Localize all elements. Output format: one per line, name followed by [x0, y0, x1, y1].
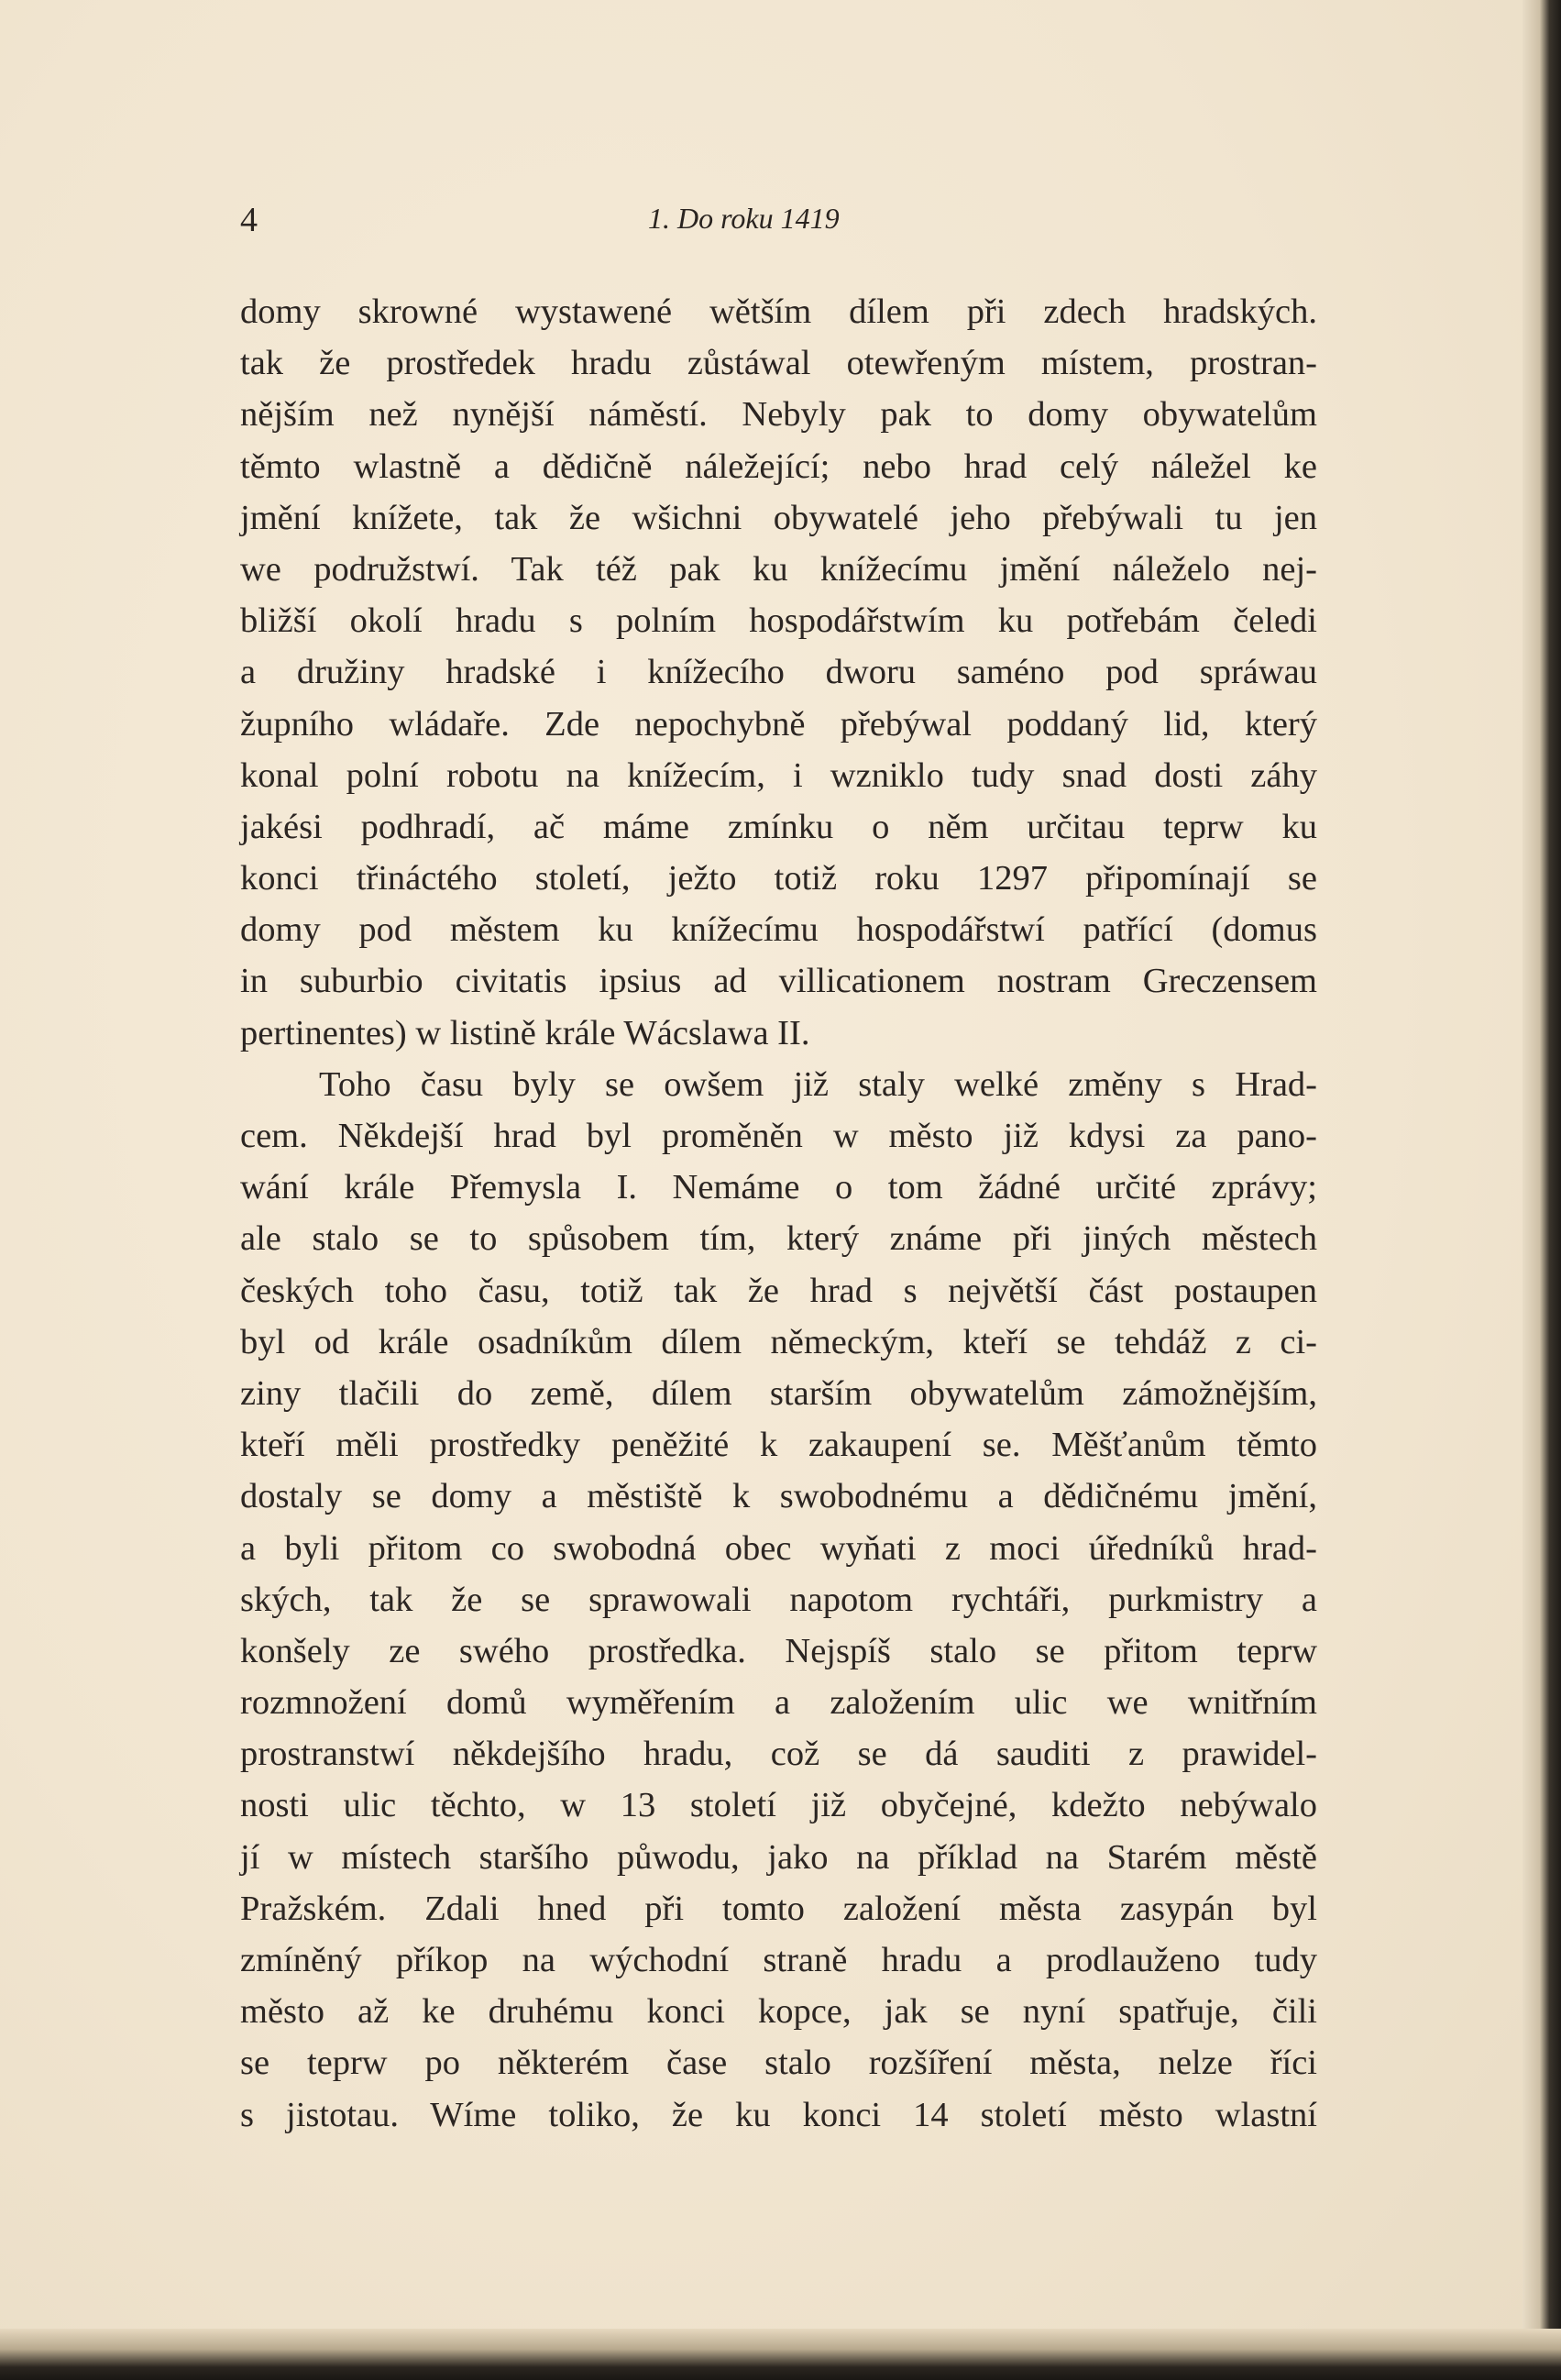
text-line: zmíněný příkop na wýchodní straně hradu a prodlauženo tudy [240, 1941, 1317, 1979]
running-head [240, 200, 1317, 246]
text-line: Toho času byly se owšem již staly welké změny s Hrad- [319, 1064, 1317, 1104]
text-line: rozmnožení domů wyměřením a založením ulic we wnitřním [240, 1683, 1317, 1723]
text-line: kteří měli prostředky peněžité k zakaupení se. Měšťanům těmto [240, 1426, 1317, 1465]
text-line: byl od krále osadníkům dílem německým, kteří se tehdáž z ci- [240, 1322, 1317, 1361]
text-line: jakési podhradí, ač máme zmínku o něm určitau teprw ku [240, 807, 1317, 846]
text-line: tak že prostředek hradu zůstáwal otewřeným místem, prostran- [240, 344, 1317, 383]
text-line: jmění knížete, tak že wšichni obywatelé jeho přebýwali tu jen [240, 498, 1317, 537]
text-line: bližší okolí hradu s polním hospodářstwím ku potřebám čeledi [240, 601, 1317, 641]
text-line: in suburbio civitatis ipsius ad villicationem nostram Greczensem [240, 962, 1317, 1001]
text-line: domy pod městem ku knížecímu hospodářstwí patřící (domus [240, 910, 1317, 950]
text-line: konci třináctého století, ježto totiž roku 1297 připomínají se [240, 859, 1317, 898]
text-line: ziny tlačili do země, dílem starším obywatelům zámožnějším, [240, 1373, 1317, 1413]
text-line: konšely ze swého prostředka. Nejspíš stalo se přitom teprw [240, 1631, 1317, 1670]
text-line: župního wládaře. Zde nepochybně přebýwal poddaný lid, který [240, 704, 1317, 744]
text-line: ale stalo se to spůsobem tím, který známe při jiných městech [240, 1219, 1317, 1259]
text-line: českých toho času, totiž tak že hrad s největší část postaupen [240, 1271, 1317, 1310]
page-bottom-edge [0, 2329, 1561, 2380]
text-line: nosti ulic těchto, w 13 století již obyčejné, kdežto nebýwalo [240, 1786, 1317, 1825]
body-text [240, 286, 1317, 2141]
text-line: ských, tak že se sprawowali napotom rychtáři, purkmistry a [240, 1580, 1317, 1619]
text-line: we podružstwí. Tak též pak ku knížecímu jmění náleželo nej- [240, 549, 1317, 589]
text-line: nějším než nynější náměstí. Nebyly pak to domy obywatelům [240, 395, 1317, 435]
chapter-title: 1. Do roku 1419 [648, 202, 840, 235]
text-line: s jistotau. Wíme toliko, že ku konci 14 století město wlastní [240, 2095, 1317, 2134]
text-line: těmto wlastně a dědičně náležející; nebo hrad celý náležel ke [240, 446, 1317, 486]
text-line: wání krále Přemysla I. Nemáme o tom žádné určité zprávy; [240, 1168, 1317, 1207]
text-line: město až ke druhému konci kopce, jak se nyní spatřuje, čili [240, 1992, 1317, 2032]
text-line: dostaly se domy a městiště k swobodnému a dědičnému jmění, [240, 1477, 1317, 1516]
page-number: 4 [240, 201, 258, 239]
text-line: domy skrowné wystawené wětším dílem při zdech hradských. [240, 292, 1317, 331]
text-line: a byli přitom co swobodná obec wyňati z moci úředníků hrad- [240, 1528, 1317, 1568]
text-line: konal polní robotu na knížecím, i wzniklo tudy snad dosti záhy [240, 755, 1317, 795]
text-line: se teprw po některém čase stalo rozšíření města, nelze říci [240, 2044, 1317, 2083]
text-line: cem. Někdejší hrad byl proměněn w město již kdysi za pano- [240, 1117, 1317, 1155]
text-line: a družiny hradské i knížecího dworu saméno pod spráwau [240, 653, 1317, 692]
page-edge-shadow [1523, 0, 1561, 2380]
text-line: jí w místech staršího půwodu, jako na příklad na Starém městě [240, 1837, 1317, 1877]
text-line: Pražském. Zdali hned při tomto založení města zasypán byl [240, 1889, 1317, 1928]
text-line: prostranstwí někdejšího hradu, což se dá sauditi z prawidel- [240, 1735, 1317, 1774]
text-line: pertinentes) w listině krále Wácslawa II. [240, 1013, 810, 1052]
